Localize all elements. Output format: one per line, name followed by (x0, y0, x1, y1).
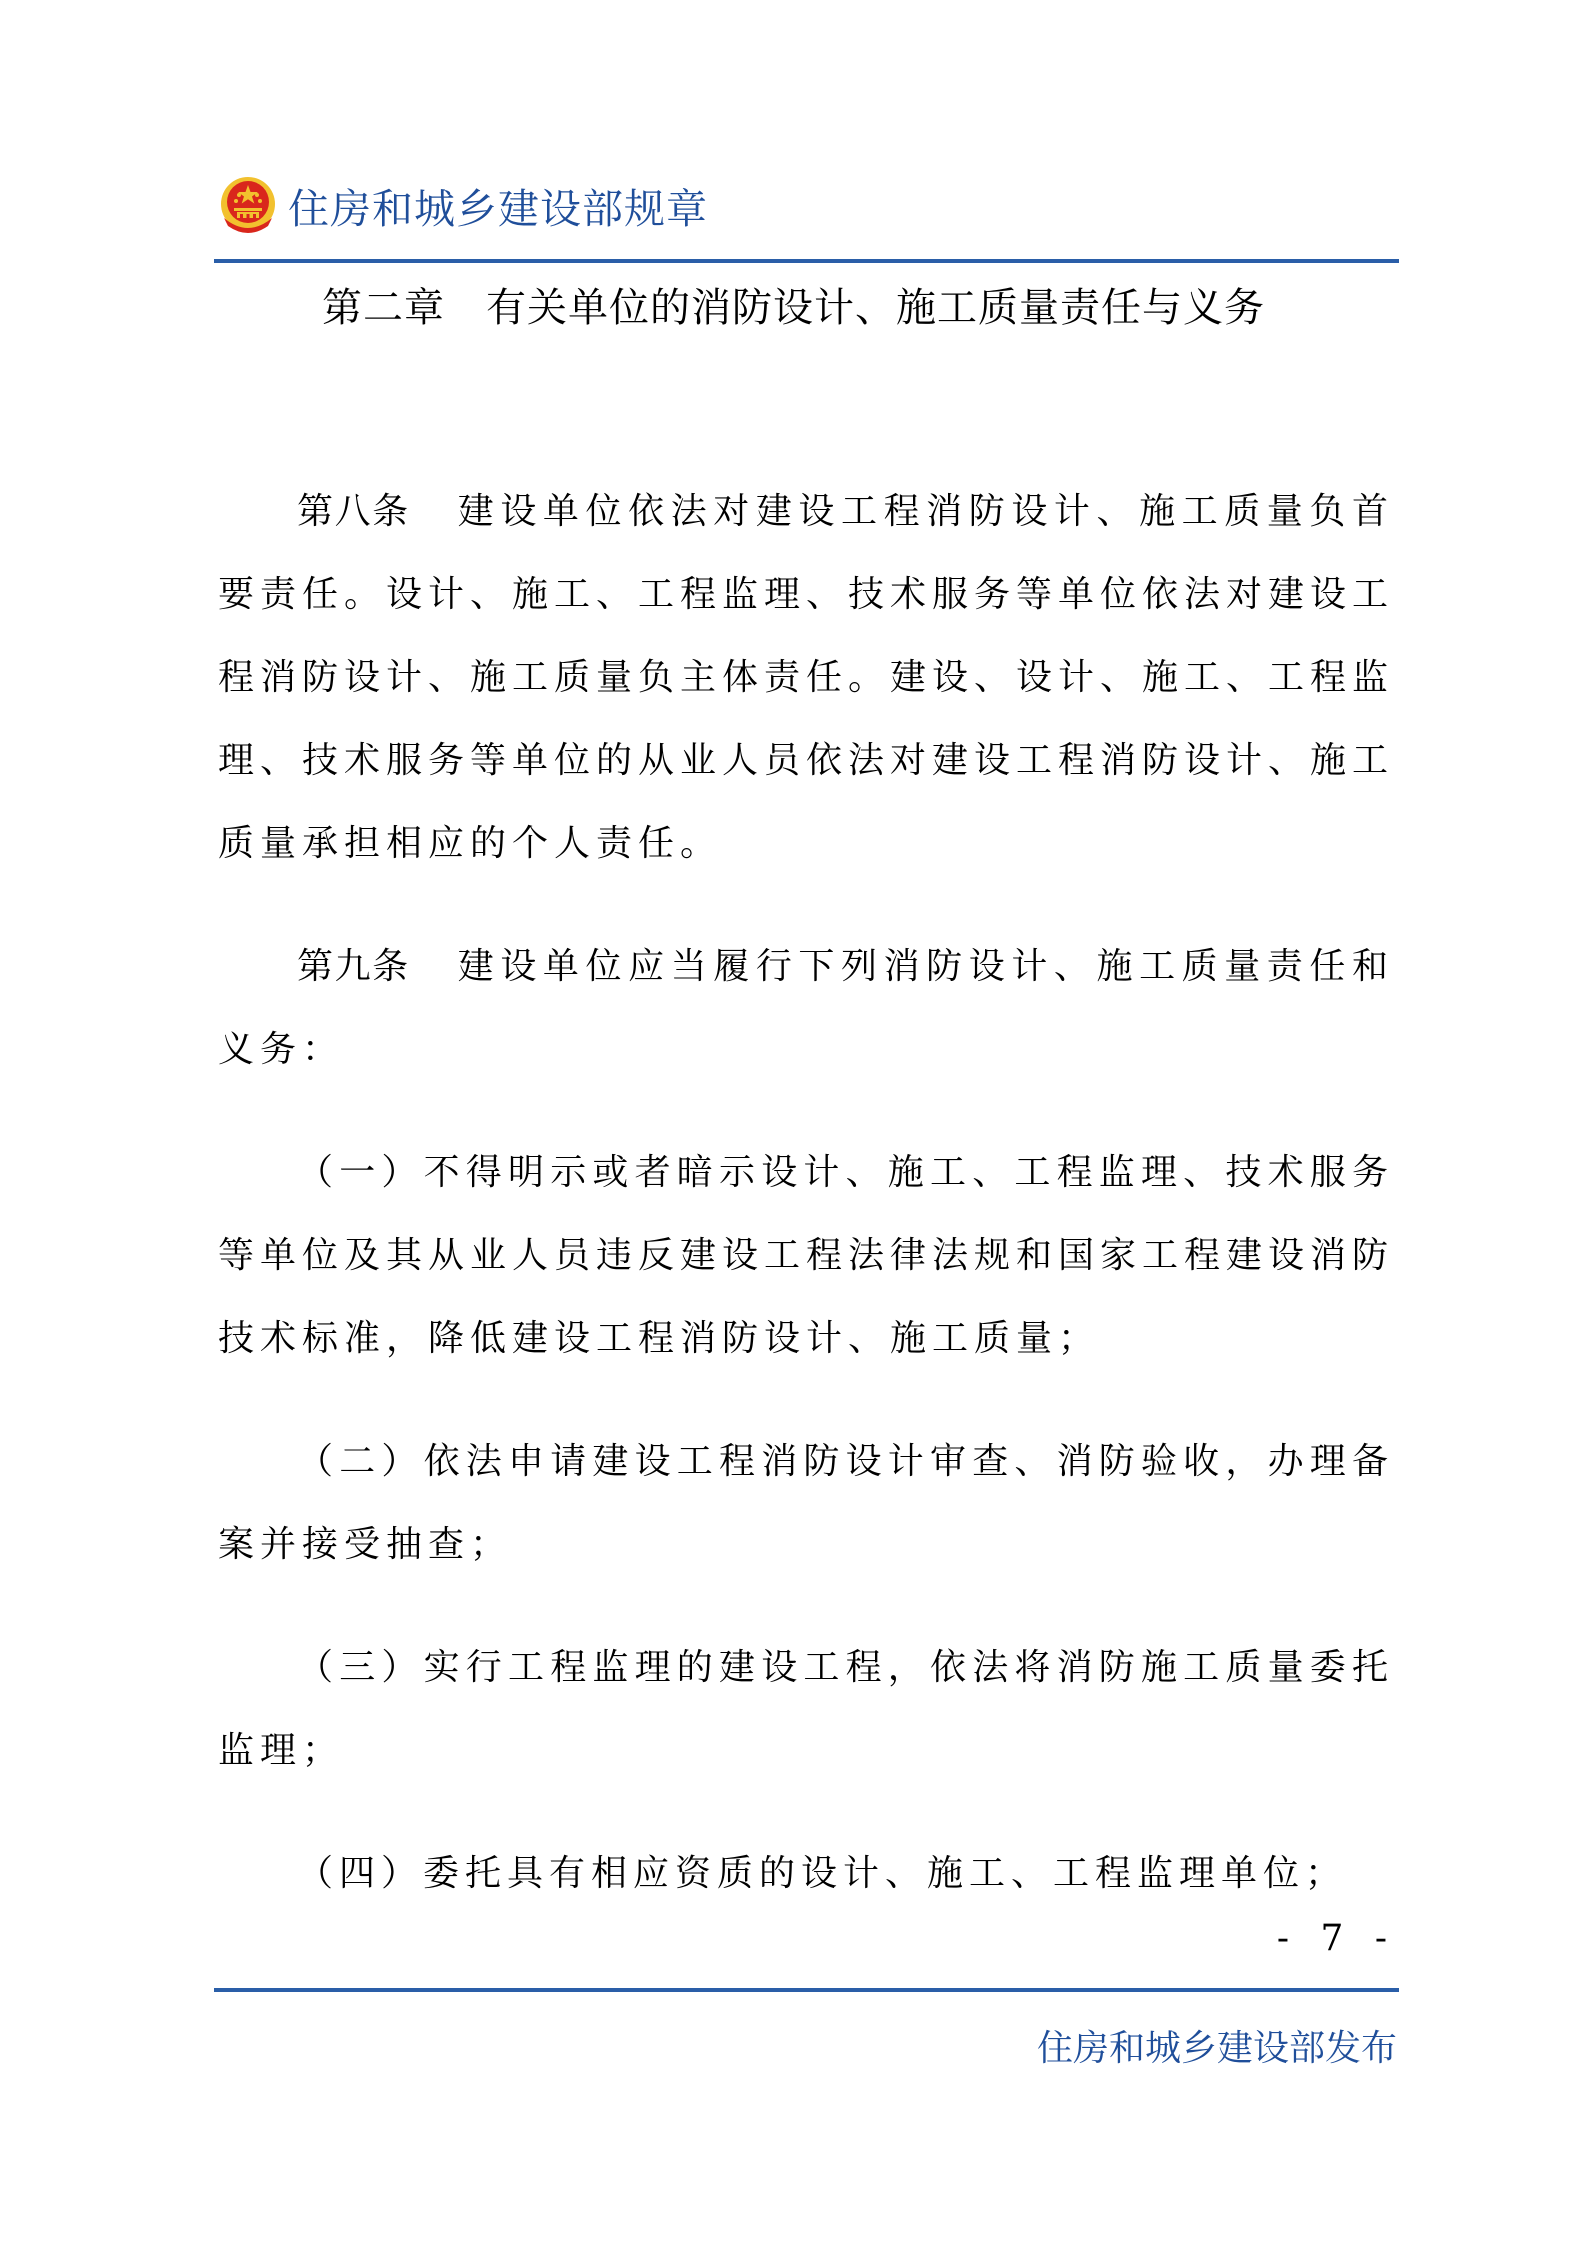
article-text: 建设单位依法对建设工程消防设计、施工质量负首要责任。设计、施工、工程监理、技术服务等单位依法对建设工程消防设计、施工质量负主体责任。建设、设计、施工、工程监理、技术服务等单位的从业人员依法对建设工程消防设计、施工质量承担相应的个人责任。 (218, 491, 1395, 864)
page-number: - 7 - (1276, 1918, 1397, 1959)
header-title: 住房和城乡建设部规章 (288, 184, 708, 233)
page-header (218, 170, 1398, 240)
list-item: （一）不得明示或者暗示设计、施工、工程监理、技术服务等单位及其从业人员违反建设工程法律法规和国家工程建设消防技术标准，降低建设工程消防设计、施工质量； (218, 1152, 1395, 1359)
footer-divider (214, 1988, 1399, 1992)
header-divider (214, 259, 1399, 263)
document-body (218, 470, 1394, 1955)
article-8 (218, 470, 1394, 885)
article-number: 第九条 (297, 946, 410, 987)
article-9 (218, 925, 1394, 1091)
list-item: （二）依法申请建设工程消防设计审查、消防验收，办理备案并接受抽查； (218, 1441, 1394, 1565)
list-item: （三）实行工程监理的建设工程，依法将消防施工质量委托监理； (218, 1647, 1394, 1771)
article-text: 建设单位应当履行下列消防设计、施工质量责任和义务： (218, 946, 1394, 1070)
footer-publisher: 住房和城乡建设部发布 (1036, 2028, 1397, 2069)
article-number: 第八条 (297, 491, 410, 532)
list-item: （四）委托具有相应资质的设计、施工、工程监理单位； (297, 1853, 1348, 1894)
national-emblem-icon (218, 174, 278, 236)
chapter-title: 第二章 有关单位的消防设计、施工质量责任与义务 (322, 285, 1265, 331)
